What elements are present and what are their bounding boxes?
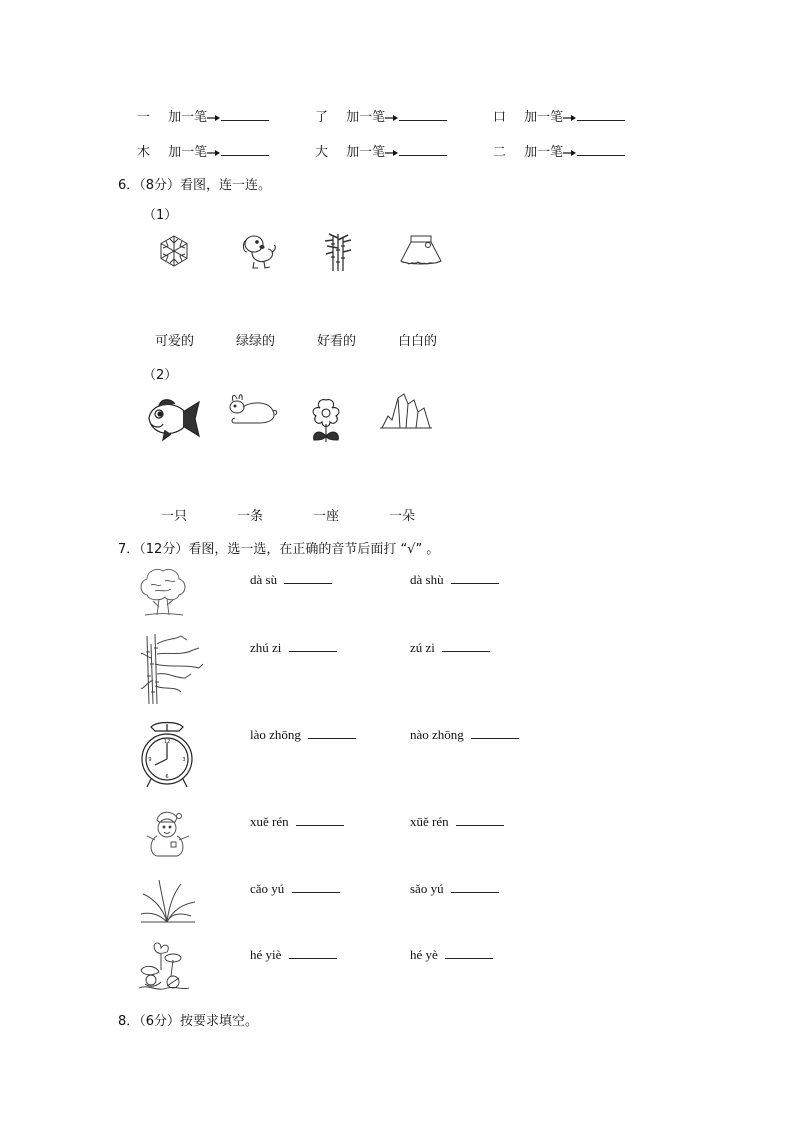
answer-blank[interactable] xyxy=(296,813,344,826)
alarm-clock-icon xyxy=(139,721,195,791)
pinyin-option xyxy=(410,726,519,743)
answer-blank[interactable] xyxy=(221,108,269,121)
add-stroke-label: 加一笔 xyxy=(524,145,564,160)
answer-blank[interactable] xyxy=(456,813,504,826)
measure-word-option: 一条 xyxy=(237,509,264,524)
add-stroke-label: 加一笔 xyxy=(524,110,564,125)
pinyin-option xyxy=(410,813,504,830)
pinyin-option xyxy=(250,726,356,743)
add-stroke-item xyxy=(137,106,269,125)
measure-word-option: 一只 xyxy=(161,509,188,524)
pinyin-text: hé yiè xyxy=(250,947,282,962)
pinyin-option xyxy=(250,880,340,897)
pinyin-option xyxy=(250,639,337,656)
pinyin-text: zhú zi xyxy=(250,640,282,655)
add-stroke-item xyxy=(493,141,625,160)
answer-blank[interactable] xyxy=(451,880,499,893)
pinyin-option xyxy=(250,946,337,963)
arrow-icon xyxy=(563,113,577,123)
base-character: 口 xyxy=(493,110,507,125)
arrow-icon xyxy=(385,148,399,158)
pinyin-option xyxy=(410,571,499,588)
pinyin-text: lào zhōng xyxy=(250,727,301,742)
base-character: 木 xyxy=(137,145,151,160)
add-stroke-label: 加一笔 xyxy=(168,145,208,160)
part-1-label: （1） xyxy=(143,208,178,223)
add-stroke-item xyxy=(315,141,447,160)
answer-blank[interactable] xyxy=(399,143,447,156)
svg-text:12: 12 xyxy=(163,739,171,745)
question-7-title: 7．（12分）看图，选一选，在正确的音节后面打 “√” 。 xyxy=(118,542,440,557)
lotus-icon xyxy=(137,940,191,994)
add-stroke-item xyxy=(493,106,625,125)
pinyin-text: dà sù xyxy=(250,572,278,587)
measure-word-option: 一朵 xyxy=(389,509,416,524)
arrow-icon xyxy=(207,148,221,158)
fish-icon xyxy=(141,394,203,444)
word-option: 可爱的 xyxy=(155,334,195,349)
pinyin-text: cǎo yú xyxy=(250,881,285,896)
rabbit-icon xyxy=(225,393,279,427)
pinyin-text: zú zi xyxy=(410,640,435,655)
answer-blank[interactable] xyxy=(442,639,490,652)
answer-blank[interactable] xyxy=(445,946,493,959)
word-option: 白白的 xyxy=(398,334,438,349)
base-character: 二 xyxy=(493,145,507,160)
puppy-icon xyxy=(240,232,278,270)
snowflake-icon xyxy=(157,234,191,268)
bamboo-icon xyxy=(323,232,353,272)
answer-blank[interactable] xyxy=(451,571,499,584)
part-2-label: （2） xyxy=(143,368,178,383)
mountain-icon xyxy=(380,390,432,430)
skirt-icon xyxy=(398,234,444,268)
answer-blank[interactable] xyxy=(399,108,447,121)
pinyin-text: dà shù xyxy=(410,572,444,587)
word-option: 绿绿的 xyxy=(236,334,276,349)
base-character: 一 xyxy=(137,110,151,125)
pinyin-text: hé yè xyxy=(410,947,438,962)
answer-blank[interactable] xyxy=(577,143,625,156)
answer-blank[interactable] xyxy=(284,571,332,584)
pinyin-option xyxy=(410,880,499,897)
pinyin-text: xuě rén xyxy=(250,814,289,829)
pinyin-option xyxy=(410,639,490,656)
word-option: 好看的 xyxy=(317,334,357,349)
bamboo-icon xyxy=(141,634,205,706)
arrow-icon xyxy=(385,113,399,123)
answer-blank[interactable] xyxy=(292,880,340,893)
add-stroke-label: 加一笔 xyxy=(346,110,386,125)
answer-blank[interactable] xyxy=(577,108,625,121)
flower-icon xyxy=(306,396,346,444)
answer-blank[interactable] xyxy=(289,946,337,959)
pinyin-text: nào zhōng xyxy=(410,727,464,742)
measure-word-option: 一座 xyxy=(313,509,340,524)
answer-blank[interactable] xyxy=(289,639,337,652)
add-stroke-label: 加一笔 xyxy=(346,145,386,160)
add-stroke-label: 加一笔 xyxy=(168,110,208,125)
grass-icon xyxy=(139,878,197,924)
add-stroke-item xyxy=(137,141,269,160)
base-character: 大 xyxy=(315,145,329,160)
pinyin-option xyxy=(250,813,344,830)
pinyin-text: xūě rén xyxy=(410,814,449,829)
pinyin-text: sǎo yú xyxy=(410,881,444,896)
svg-text:3: 3 xyxy=(182,757,186,763)
svg-text:6: 6 xyxy=(165,774,169,780)
question-8-title: 8．（6分）按要求填空。 xyxy=(118,1014,259,1029)
question-6-title: 6．（8分）看图，连一连。 xyxy=(118,178,272,193)
arrow-icon xyxy=(207,113,221,123)
snowman-icon xyxy=(141,808,195,858)
base-character: 了 xyxy=(315,110,329,125)
tree-icon xyxy=(137,567,189,619)
svg-text:9: 9 xyxy=(148,757,152,763)
pinyin-option xyxy=(410,946,493,963)
answer-blank[interactable] xyxy=(221,143,269,156)
add-stroke-item xyxy=(315,106,447,125)
answer-blank[interactable] xyxy=(308,726,356,739)
answer-blank[interactable] xyxy=(471,726,519,739)
arrow-icon xyxy=(563,148,577,158)
pinyin-option xyxy=(250,571,332,588)
